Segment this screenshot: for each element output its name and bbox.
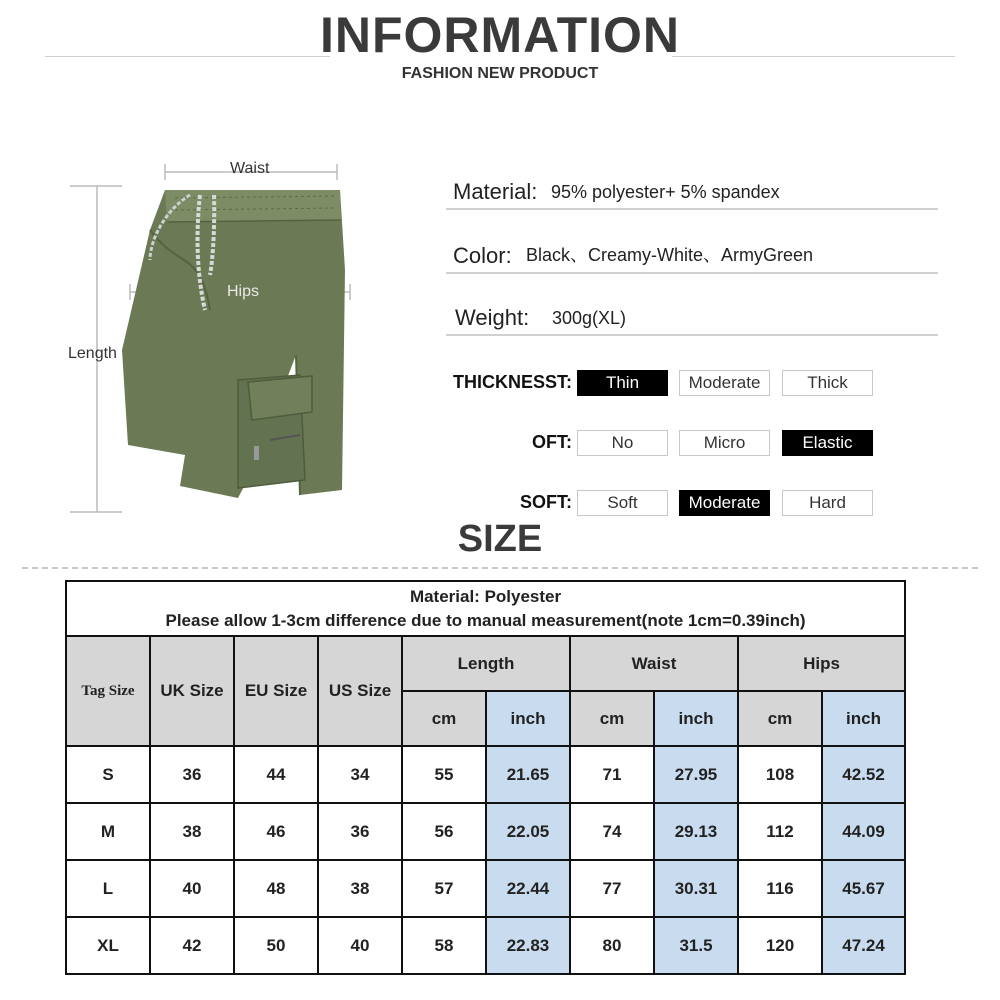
caption-note: Please allow 1-3cm difference due to manual measurement(note 1cm=0.39inch) (165, 610, 806, 630)
hips-label: Hips (227, 283, 260, 300)
header-eu-size: EU Size (234, 636, 318, 746)
size-chart-table (65, 580, 906, 975)
table-cell: 47.24 (822, 917, 905, 974)
header-uk-size: UK Size (150, 636, 234, 746)
table-cell: 34 (318, 746, 402, 803)
table-cell: 57 (402, 860, 486, 917)
weight-value: 300g(XL) (552, 308, 627, 328)
header-length: Length (402, 636, 570, 691)
table-cell: 42 (150, 917, 234, 974)
table-cell: 48 (234, 860, 318, 917)
caption-material: Material: Polyester (409, 586, 562, 606)
table-cell: 38 (150, 803, 234, 860)
table-cell: 50 (234, 917, 318, 974)
table-cell: 42.52 (822, 746, 905, 803)
table-cell: 74 (570, 803, 654, 860)
page-title: INFORMATION (319, 7, 681, 63)
product-illustration (0, 150, 400, 530)
header-waist-cm: cm (570, 691, 654, 746)
scale-option: Moderate (679, 370, 770, 396)
material-value: 95% polyester+ 5% spandex (551, 182, 780, 202)
page-subtitle: FASHION NEW PRODUCT (401, 65, 599, 82)
size-rows (66, 746, 905, 974)
table-cell: L (66, 860, 150, 917)
scale-label: OFT: (532, 432, 572, 452)
header-tag-size: Tag Size (66, 636, 150, 746)
table-row (66, 803, 905, 860)
scale-option: Elastic (782, 430, 873, 456)
table-cell: 71 (570, 746, 654, 803)
scale-option: Micro (679, 430, 770, 456)
table-cell: 45.67 (822, 860, 905, 917)
header-hips-inch: inch (822, 691, 905, 746)
shorts-image (0, 150, 400, 530)
table-cell: 55 (402, 746, 486, 803)
table-cell: 40 (150, 860, 234, 917)
table-row (66, 746, 905, 803)
table-cell: 120 (738, 917, 822, 974)
table-cell: 27.95 (654, 746, 738, 803)
info-color (446, 242, 938, 274)
table-cell: 116 (738, 860, 822, 917)
table-cell: M (66, 803, 150, 860)
table-cell: 46 (234, 803, 318, 860)
weight-key: Weight: (455, 305, 530, 330)
scale-label: THICKNESST: (452, 372, 572, 392)
scale-option: Thick (782, 370, 873, 396)
header-length-inch: inch (486, 691, 570, 746)
table-cell: 44 (234, 746, 318, 803)
table-row (66, 860, 905, 917)
table-cell: 108 (738, 746, 822, 803)
header-length-cm: cm (402, 691, 486, 746)
table-caption (66, 581, 905, 636)
table-cell: 112 (738, 803, 822, 860)
scale-option: No (577, 430, 668, 456)
material-key: Material: (453, 179, 538, 204)
header-hips: Hips (738, 636, 905, 691)
table-cell: 22.05 (486, 803, 570, 860)
table-cell: 44.09 (822, 803, 905, 860)
table-cell: 30.31 (654, 860, 738, 917)
length-label: Length (68, 345, 117, 362)
info-material (446, 178, 938, 210)
scale-option: Soft (577, 490, 668, 516)
scale-label: SOFT: (520, 492, 572, 512)
table-cell: 22.44 (486, 860, 570, 917)
header-hips-cm: cm (738, 691, 822, 746)
table-cell: 38 (318, 860, 402, 917)
scale-option: Thin (577, 370, 668, 396)
table-cell: S (66, 746, 150, 803)
color-key: Color: (453, 243, 512, 268)
header-us-size: US Size (318, 636, 402, 746)
scale-option: Hard (782, 490, 873, 516)
shorts-shape (122, 190, 345, 498)
scale-option: Moderate (679, 490, 770, 516)
color-value: Black、Creamy-White、ArmyGreen (526, 245, 814, 265)
table-cell: XL (66, 917, 150, 974)
table-cell: 80 (570, 917, 654, 974)
table-cell: 36 (150, 746, 234, 803)
header-waist: Waist (570, 636, 738, 691)
table-cell: 31.5 (654, 917, 738, 974)
table-cell: 21.65 (486, 746, 570, 803)
table-cell: 29.13 (654, 803, 738, 860)
table-cell: 77 (570, 860, 654, 917)
table-cell: 56 (402, 803, 486, 860)
info-weight (446, 304, 938, 336)
waist-label: Waist (230, 160, 270, 177)
size-title: SIZE (457, 518, 543, 560)
table-cell: 36 (318, 803, 402, 860)
section-divider (22, 567, 978, 569)
header-waist-inch: inch (654, 691, 738, 746)
table-cell: 40 (318, 917, 402, 974)
table-cell: 22.83 (486, 917, 570, 974)
table-cell: 58 (402, 917, 486, 974)
table-row (66, 917, 905, 974)
